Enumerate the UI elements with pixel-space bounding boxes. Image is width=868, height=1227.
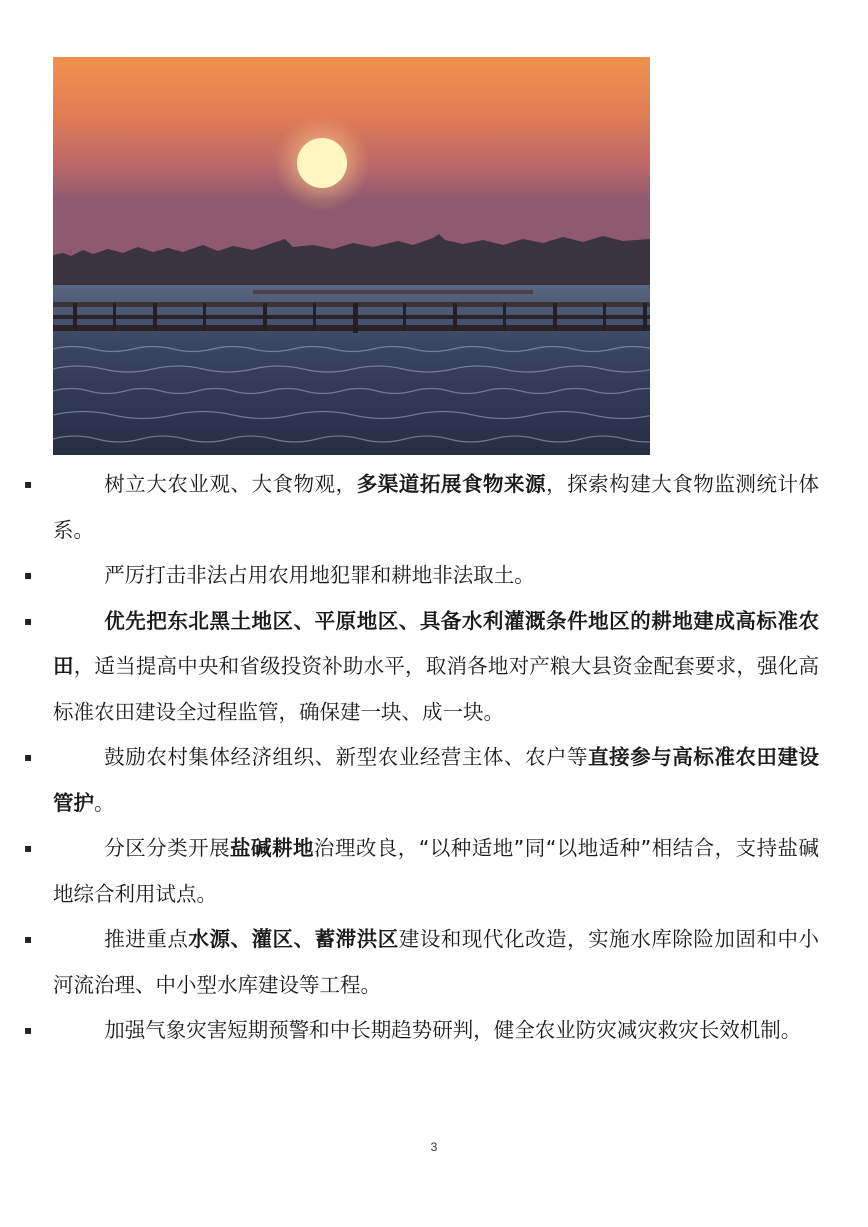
body-text: 加强气象灾害短期预警和中长期趋势研判，健全农业防灾减灾救灾长效机制。: [104, 1018, 802, 1042]
bullet-icon: ▪: [24, 613, 33, 628]
body-text: 鼓励农村集体经济组织、新型农业经营主体、农户等: [104, 745, 589, 769]
list-item: [24, 826, 820, 917]
bullet-icon: ▪: [24, 477, 33, 491]
bullet-icon: ▪: [24, 841, 33, 855]
page-number: 3: [430, 1140, 438, 1154]
sea: [53, 285, 650, 455]
bullet-icon: ▪: [24, 750, 33, 764]
body-text: ，适当提高中央和省级投资补助水平，取消各地对产粮大县资金配套要求，强化高标准农田建设全过程监管，确保建一块、成一块。: [53, 654, 820, 724]
list-item: [24, 599, 820, 736]
emphasis-text: 直接参与高标准农田建设管护: [53, 745, 820, 815]
body-text: 。: [94, 790, 115, 815]
body-text: 建设和现代化改造，实施水库除险加固和中小河流治理、中小型水库建设等工程。: [53, 927, 820, 997]
body-text: 严厉打击非法占用农用地犯罪和耕地非法取土。: [104, 563, 535, 587]
list-item: [24, 735, 820, 826]
emphasis-text: 优先把东北黑土地区、平原地区、具备水利灌溉条件地区的耕地建成高标准农田: [53, 608, 819, 678]
list-item: [24, 1008, 819, 1054]
bullet-icon: ▪: [24, 932, 33, 946]
sunset-over-sea-fish-farm-image: [53, 57, 650, 455]
list-item: [24, 553, 819, 599]
emphasis-text: 多渠道拓展食物来源: [356, 472, 547, 496]
body-text: 分区分类开展: [104, 836, 231, 860]
emphasis-text: 水源、灌区、蓄滞洪区: [188, 927, 399, 951]
list-item: [24, 462, 820, 553]
sun: [297, 138, 347, 188]
list-item: [24, 917, 820, 1008]
bullet-icon: ▪: [24, 568, 33, 582]
bullet-icon: ▪: [24, 1023, 33, 1037]
body-text: ，探索构建大食物监测统计体系。: [53, 472, 820, 542]
sunset-photo: [53, 57, 650, 455]
body-text: 树立大农业观、大食物观，: [104, 472, 357, 496]
emphasis-text: 盐碱耕地: [230, 836, 314, 860]
body-text: 推进重点: [104, 927, 189, 951]
body-text: 治理改良，“以种适地”同“以地适种”相结合，支持盐碱地综合利用试点。: [53, 836, 820, 906]
policy-list: [24, 462, 820, 1054]
